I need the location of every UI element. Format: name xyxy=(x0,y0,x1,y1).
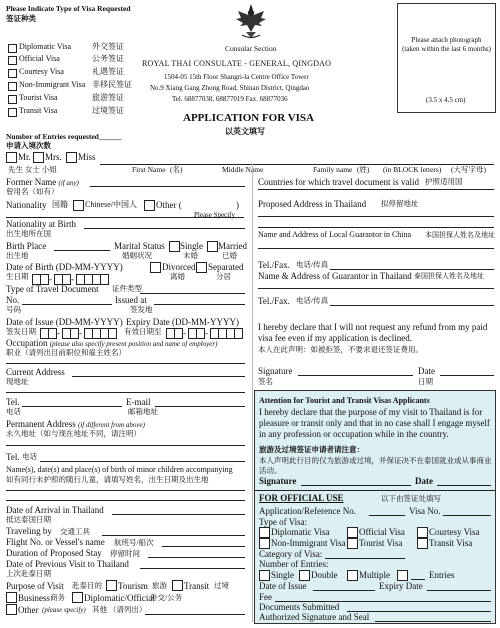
business-zh: 商务 xyxy=(50,593,65,602)
signature-zh: 签名 xyxy=(258,377,273,386)
flight-line[interactable] xyxy=(162,546,245,547)
separated-zh: 分居 xyxy=(216,272,231,281)
occupation-text: Occupation xyxy=(6,338,48,348)
date-issue-label: Date of Issue (DD-MM-YYYY) xyxy=(6,317,123,327)
checkbox-mr[interactable] xyxy=(6,152,17,163)
checkbox-non-immigrant-visa[interactable] xyxy=(8,82,17,91)
date-separator: - xyxy=(205,328,208,338)
signature-line[interactable] xyxy=(298,375,413,376)
nationality-label: Nationality xyxy=(6,200,47,210)
date-separator: - xyxy=(57,328,60,338)
official-type-transit: Transit Visa xyxy=(429,538,473,548)
issued-at-zh: 签发地 xyxy=(130,305,153,314)
previous-visit-label: Date of Previous Visit to Thailand xyxy=(6,559,129,569)
tourism-label: Tourism xyxy=(118,581,148,591)
travel-doc-label: Type of Travel Document xyxy=(6,284,99,294)
date-separator: - xyxy=(183,328,186,338)
former-name-text: Former Name xyxy=(6,177,57,187)
nationality-birth-line[interactable] xyxy=(84,228,245,229)
official-checkbox-transit[interactable] xyxy=(417,538,428,549)
attention-text-zh: 本人声明此行目的仅为旅游或过境，并保证决不在泰国就业或从事商业活动。 xyxy=(259,456,492,475)
former-name-label xyxy=(6,178,79,187)
permanent-address-text: Permanent Address xyxy=(6,419,76,429)
checkbox-married[interactable] xyxy=(207,241,218,252)
doc-no-line[interactable] xyxy=(22,304,112,305)
birth-place-zh: 出生地 xyxy=(6,251,29,260)
travel-doc-zh: 证件类型 xyxy=(112,284,142,293)
other-purpose-note: (please specify) xyxy=(42,606,86,614)
telfax1-label: Tel./Fax. xyxy=(258,260,290,270)
attention-title: Attention for Tourist and Transit Visas Applicants xyxy=(259,396,430,405)
occupation-label xyxy=(6,339,217,348)
traveling-by-label: Traveling by xyxy=(6,526,52,536)
tel-zh: 电话 xyxy=(6,407,21,416)
title-mr: Mr. xyxy=(18,152,31,162)
flight-zh: 航班号/船次 xyxy=(114,538,154,547)
official-visa-no-line[interactable] xyxy=(443,515,491,516)
other-purpose-zh: 其他 （请列出） xyxy=(92,605,147,614)
checkbox-miss[interactable] xyxy=(66,152,77,163)
former-name-note: (if any) xyxy=(58,179,79,187)
address-thailand-line2[interactable] xyxy=(258,227,494,228)
date-separator: - xyxy=(79,328,82,338)
tel2-line[interactable] xyxy=(40,461,245,462)
official-expiry-line[interactable] xyxy=(427,590,491,591)
date-label: Date xyxy=(418,366,435,376)
children-line2[interactable] xyxy=(6,500,245,501)
official-title-zh: 以下由签证处填写 xyxy=(381,494,441,503)
official-category-label: Category of Visa: xyxy=(259,549,323,559)
attention-official-box xyxy=(254,390,496,624)
arrival-line[interactable] xyxy=(112,514,245,515)
other-paren-close: ) xyxy=(236,200,239,210)
address-thailand-zh: 拟停留地址 xyxy=(381,199,419,208)
previous-visit-line[interactable] xyxy=(140,568,245,569)
children-line1[interactable] xyxy=(6,490,245,491)
official-single-label: Single xyxy=(271,570,295,580)
visa-type-label: Transit Visa xyxy=(19,106,58,115)
official-double-label: Double xyxy=(311,570,338,580)
family-name-label: Family name xyxy=(313,165,353,174)
checkbox-diplomatic-official[interactable] xyxy=(72,592,83,603)
occupation-zh: 职业（请列出目前职位和雇主姓名） xyxy=(6,348,126,357)
first-name-zh: (名) xyxy=(170,165,183,174)
business-label: Business xyxy=(18,593,51,603)
visa-type-label: Official Visa xyxy=(19,54,60,63)
entries-requested-zh: 申请入境次数 xyxy=(6,141,51,150)
date-separator: - xyxy=(49,274,52,284)
married-label: Married xyxy=(218,241,247,251)
chinese-label: Chinese/中国人 xyxy=(85,200,137,209)
consulate-phones: Tel. 68877038, 68877019 Fax. 68877036 xyxy=(172,95,288,103)
visa-type-label-zh: 过境签证 xyxy=(92,106,124,115)
please-specify: Please Specify xyxy=(194,211,236,219)
checkbox-business[interactable] xyxy=(6,592,17,603)
official-type-diplomatic: Diplomatic Visa xyxy=(271,527,330,537)
checkbox-official-visa[interactable] xyxy=(8,56,17,65)
guarantor-china-zh: 本国担保人姓名及地址 xyxy=(425,231,495,239)
attention-text: I hereby declare that the purpose of my visit to Thailand is for pleasure or transit only and that in no case shall I engage myself in any profession or occupation while in the country. xyxy=(259,407,490,439)
titles-zh: 先生 女士 小姐 xyxy=(8,165,57,174)
guarantor-china-label: Name and Address of Local Guarantor in China xyxy=(258,230,412,239)
checkbox-tourism[interactable] xyxy=(106,580,117,591)
traveling-by-line[interactable] xyxy=(102,535,245,536)
form-title-zh: 以英文填写 xyxy=(225,127,265,136)
nationality-zh: 国籍 xyxy=(52,200,68,209)
transit-zh: 过境 xyxy=(214,581,229,590)
former-name-zh: 曾用名（如有） xyxy=(6,187,59,196)
countries-line[interactable] xyxy=(258,189,494,190)
checkbox-transit[interactable] xyxy=(172,580,183,591)
nationality-birth-label: Nationality at Birth xyxy=(6,219,76,229)
official-visa-no-label: Visa No. xyxy=(409,506,441,516)
issued-at-label: Issued at xyxy=(115,295,147,305)
entries-requested: Number of Entries requested______ xyxy=(6,132,122,141)
birth-place-line[interactable] xyxy=(54,250,110,251)
column-divider xyxy=(252,164,253,622)
arrival-label: Date of Arrival in Thailand xyxy=(6,505,104,515)
tel2-zh: 电话 xyxy=(22,452,37,461)
flight-label: Flight No. or Vessel's name xyxy=(6,537,105,547)
nationality-birth-zh: 出生地所在国 xyxy=(6,229,51,238)
official-entries-count-line[interactable] xyxy=(411,579,425,580)
checkbox-separated[interactable] xyxy=(196,262,207,273)
checkbox-tourist-visa[interactable] xyxy=(8,95,17,104)
title-mrs: Mrs. xyxy=(45,152,62,162)
date-digit-box[interactable] xyxy=(100,274,109,285)
travel-doc-line[interactable] xyxy=(140,293,245,294)
separated-label: Separated xyxy=(208,262,244,272)
refund-declaration: I hereby declare that I will not request any refund from my paid visa fee even if my application is declined. xyxy=(258,322,488,343)
telfax2-line[interactable] xyxy=(330,305,494,306)
telfax1-zh: 电话/传真 xyxy=(296,260,329,269)
official-type-label: Type of Visa: xyxy=(259,517,308,527)
current-address-line2[interactable] xyxy=(6,392,245,393)
visa-type-label: Non-Immigrant Visa xyxy=(19,80,86,89)
photo-box[interactable] xyxy=(397,3,496,113)
current-address-label: Current Address xyxy=(6,367,65,377)
dob-zh: 生日期 xyxy=(6,272,29,281)
children-zh: 如有同行未护照的随行儿童，请填写姓名，出生日期及出生地 xyxy=(6,475,209,484)
doc-no-zh: 号码 xyxy=(6,305,21,314)
permanent-address-zh: 永久地址（如与现在地址不同，请注明） xyxy=(6,429,141,438)
tel-label: Tel. xyxy=(6,397,20,407)
other-purpose-label: Other xyxy=(18,605,39,615)
marital-status-label: Marital Status xyxy=(114,241,165,251)
official-type-tourist: Tourist Visa xyxy=(359,538,403,548)
current-address-zh: 现地址 xyxy=(6,377,29,386)
official-expiry-label: Expiry Date xyxy=(379,581,423,591)
official-checkbox-non-immigrant[interactable] xyxy=(259,538,270,549)
countries-label: Countries for which travel document is valid xyxy=(258,177,419,187)
occupation-note: (please also specify present position and name of employer) xyxy=(49,340,218,348)
consular-section: Consular Section xyxy=(225,44,277,53)
tel2-label: Tel. xyxy=(6,452,20,462)
block-letters-zh: (大写字母) xyxy=(451,165,486,174)
official-checkbox-tourist[interactable] xyxy=(347,538,358,549)
email-zh: 邮箱地址 xyxy=(128,407,158,416)
tourism-zh: 旅游 xyxy=(152,581,167,590)
guarantor-thai-zh: 泰国担保人姓名及地址 xyxy=(414,272,484,280)
checkbox-single[interactable] xyxy=(169,241,180,252)
attention-date-label: Date xyxy=(415,476,433,486)
official-auth-line[interactable] xyxy=(375,621,491,622)
visa-type-label: Courtesy Visa xyxy=(19,67,64,76)
visa-type-label-zh: 礼遇签证 xyxy=(92,67,124,76)
checkbox-mrs[interactable] xyxy=(33,152,44,163)
official-multiple-label: Multiple xyxy=(359,570,390,580)
permanent-address-label xyxy=(6,420,145,429)
refund-declaration-zh: 本人在此声明：如被拒签，不要求退还签证费用。 xyxy=(258,345,423,354)
other-nationality-label: Other ( xyxy=(156,200,182,210)
visa-type-label-zh: 外交签证 xyxy=(92,42,124,51)
telfax2-label: Tel./Fax. xyxy=(258,296,290,306)
traveling-by-zh: 交通工具 xyxy=(60,527,90,536)
duration-zh: 停留时间 xyxy=(110,549,140,558)
tel-line[interactable] xyxy=(22,406,122,407)
date-issue-zh: 签发日期 xyxy=(6,327,36,336)
children-label: Name(s), date(s) and place(s) of birth of minor children accompanying xyxy=(6,465,233,474)
telfax2-zh: 电话/传真 xyxy=(296,296,329,305)
date-zh: 日期 xyxy=(418,377,433,386)
middle-name-label: Middle Name xyxy=(222,165,264,174)
dob-label: Date of Birth (DD-MM-YYYY) xyxy=(6,262,123,272)
divorced-label: Divorced xyxy=(162,262,196,272)
guarantor-china-line[interactable] xyxy=(258,248,494,249)
duration-line[interactable] xyxy=(148,557,245,558)
attention-signature-label: Signature xyxy=(259,476,297,486)
checkbox-chinese[interactable] xyxy=(73,200,84,211)
attention-title-zh: 旅游及过境签证申请者请注意： xyxy=(259,445,364,454)
consulate-address-line2: No.9 Xiang Gang Zhong Road, Shinan District, Qingdao xyxy=(150,84,310,92)
official-checkbox-entries[interactable] xyxy=(397,570,408,581)
occupation-line[interactable] xyxy=(6,363,245,364)
visa-type-label-zh: 非移民签证 xyxy=(92,80,132,89)
permanent-address-note: (if different from above) xyxy=(78,421,145,429)
visa-type-title-zh: 签证种类 xyxy=(6,14,36,23)
visa-type-title: Please Indicate Type of Visa Requested xyxy=(6,4,131,13)
official-date-issue-label: Date of Issue xyxy=(259,581,307,591)
date-digit-box[interactable] xyxy=(196,328,205,339)
purpose-label: Purpose of Visit xyxy=(6,581,64,591)
attention-date-line[interactable] xyxy=(437,485,491,486)
photo-size: (3.5 x 4.5 cm) xyxy=(426,96,466,104)
date-digit-box[interactable] xyxy=(174,328,183,339)
checkbox-transit-visa[interactable] xyxy=(8,108,17,117)
official-fee-label: Fee xyxy=(259,592,272,602)
diplomatic-official-zh: 外交/公务 xyxy=(150,593,183,602)
visa-type-label: Diplomatic Visa xyxy=(19,42,72,51)
attention-signature-line[interactable] xyxy=(301,485,411,486)
official-entries-count-label: Entries xyxy=(429,570,455,580)
checkbox-other-purpose[interactable] xyxy=(6,604,17,615)
date-digit-box[interactable] xyxy=(234,328,243,339)
official-checkbox-single[interactable] xyxy=(259,570,270,581)
signature-label: Signature xyxy=(258,366,293,376)
address-thailand-label: Proposed Address in Thailand xyxy=(258,199,367,209)
checkbox-diplomatic-visa[interactable] xyxy=(8,44,17,53)
consulate-name: ROYAL THAI CONSULATE - GENERAL, QINGDAO xyxy=(142,59,332,68)
checkbox-other-nationality[interactable] xyxy=(144,200,155,211)
official-title: FOR OFFICIAL USE xyxy=(259,493,344,503)
email-line[interactable] xyxy=(155,406,245,407)
official-date-issue-line[interactable] xyxy=(313,590,375,591)
current-address-line1[interactable] xyxy=(72,376,245,377)
permanent-address-line[interactable] xyxy=(6,445,245,446)
purpose-zh: 赴泰目的 xyxy=(72,581,102,590)
name-line[interactable] xyxy=(100,164,494,165)
official-category-line[interactable] xyxy=(325,558,405,559)
date-digit-box[interactable] xyxy=(70,328,79,339)
checkbox-divorced[interactable] xyxy=(150,262,161,273)
consulate-address-line1: 1504-05 15th Floor Shangri-la Centre Office Tower xyxy=(164,73,309,81)
date-digit-box[interactable] xyxy=(108,328,117,339)
photo-instruction: Please attach photograph (taken within the last 6 months) xyxy=(402,36,491,53)
official-ref-label: Application/Reference No. xyxy=(259,506,356,516)
form-title: APPLICATION FOR VISA xyxy=(183,112,314,124)
official-auth-label: Authorized Signature and Seal xyxy=(259,612,370,622)
single-label: Single xyxy=(180,241,204,251)
checkbox-courtesy-visa[interactable] xyxy=(8,69,17,78)
date-separator: - xyxy=(71,274,74,284)
address-thailand-line1[interactable] xyxy=(258,216,494,217)
birth-place-label: Birth Place xyxy=(6,241,47,251)
guarantor-thai-label: Name & Address of Guarantor in Thailand xyxy=(258,271,412,281)
block-letters-note: (in BLOCK letters) xyxy=(383,165,442,174)
countries-zh: 护照适用国 xyxy=(425,177,463,186)
visa-type-label: Tourist Visa xyxy=(19,93,58,102)
divorced-zh: 离婚 xyxy=(170,272,185,281)
issued-at-line[interactable] xyxy=(154,304,245,305)
official-type-official: Official Visa xyxy=(359,527,405,537)
expiry-label: Expiry Date (DD-MM-YYYY) xyxy=(126,317,239,327)
official-checkbox-multiple[interactable] xyxy=(347,570,358,581)
visa-type-label-zh: 公务签证 xyxy=(92,54,124,63)
doc-no-label: No. xyxy=(6,295,20,305)
previous-visit-zh: 上次赴泰日期 xyxy=(6,569,51,578)
married-zh: 已婚 xyxy=(222,251,237,260)
guarantor-thai-line[interactable] xyxy=(258,288,494,289)
other-purpose-line[interactable] xyxy=(145,614,245,615)
former-name-line[interactable] xyxy=(90,186,245,187)
arrival-zh: 抵达泰国日期 xyxy=(6,515,51,524)
date-line[interactable] xyxy=(440,375,494,376)
family-name-zh: (姓) xyxy=(357,165,370,174)
official-docs-label: Documents Submitted xyxy=(259,602,340,612)
official-checkbox-official[interactable] xyxy=(347,527,358,538)
official-checkbox-courtesy[interactable] xyxy=(417,527,428,538)
diplomatic-official-label: Diplomatic/Official xyxy=(84,593,155,603)
official-checkbox-diplomatic[interactable] xyxy=(259,527,270,538)
title-miss: Miss xyxy=(78,152,96,162)
garuda-emblem-icon xyxy=(234,2,268,40)
email-label: E-mail xyxy=(126,397,151,407)
official-ref-line[interactable] xyxy=(369,515,405,516)
single-zh: 未婚 xyxy=(183,251,198,260)
official-type-non-immigrant: Non-Immigrant Visa xyxy=(271,538,346,548)
official-entries-label: Number of Entries: xyxy=(259,559,329,569)
transit-label: Transit xyxy=(184,581,210,591)
marital-status-zh: 婚姻状况 xyxy=(122,251,152,260)
telfax1-line[interactable] xyxy=(330,269,494,270)
first-name-label: First Name xyxy=(132,165,166,174)
official-divider xyxy=(255,490,495,491)
visa-type-label-zh: 旅游签证 xyxy=(92,93,124,102)
duration-label: Duration of Proposed Stay xyxy=(6,548,102,558)
official-checkbox-double[interactable] xyxy=(299,570,310,581)
expiry-zh: 有效日期至 xyxy=(124,327,162,336)
nationality-line xyxy=(6,217,244,218)
official-type-courtesy: Courtesy Visa xyxy=(429,527,480,537)
